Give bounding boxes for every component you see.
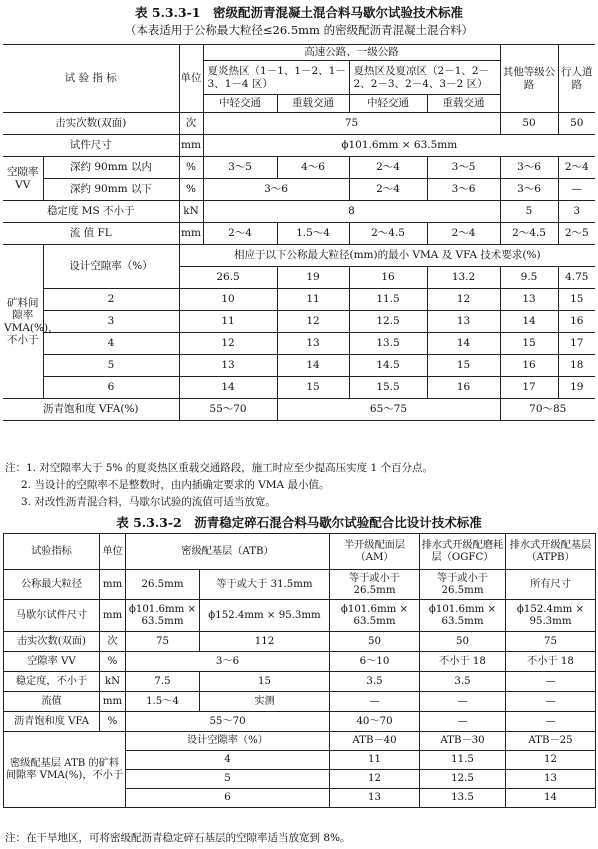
cell: 12 <box>277 311 349 333</box>
row-unit: mm <box>179 223 203 245</box>
cell: 2～4.5 <box>500 223 558 245</box>
cell: 75 <box>126 632 200 652</box>
cell: 19 <box>558 377 595 399</box>
cell: 16 <box>500 355 558 377</box>
cell: 26.5mm <box>126 570 200 600</box>
cell: 14 <box>179 377 277 399</box>
cell: 15 <box>558 289 595 311</box>
cell: 3～6 <box>126 652 330 672</box>
row-unit: % <box>179 179 203 201</box>
row-unit: % <box>100 652 126 672</box>
cell: 50 <box>330 632 420 652</box>
row-label: 马歇尔试件尺寸 <box>4 600 100 632</box>
cell: 等于或小于 26.5mm <box>420 570 506 600</box>
cell: 75 <box>506 632 596 652</box>
header-highway: 高速公路、一级公路 <box>203 45 500 61</box>
cell: 1.5～4 <box>126 692 200 712</box>
cell: 15.5 <box>349 377 427 399</box>
cell: 12 <box>330 770 420 789</box>
design-void: 6 <box>43 377 179 399</box>
cell: 50 <box>558 113 595 135</box>
header-ogfc: 排水式开级配磨耗层（OGFC） <box>420 534 506 570</box>
cell: 55～70 <box>179 399 277 421</box>
cell: 3.5 <box>420 672 506 692</box>
vma-label: 矿料间隙率 VMA(%)，不小于 <box>3 245 43 399</box>
cell: — <box>420 692 506 712</box>
cell: 12.5 <box>420 770 506 789</box>
cell: 50 <box>420 632 506 652</box>
header-test-item: 试 验 指 标 <box>3 45 179 113</box>
cell: 14 <box>500 311 558 333</box>
cell: 13 <box>330 789 420 808</box>
size-header: 19 <box>277 267 349 289</box>
header-medium-traffic: 中轻交通 <box>203 95 277 113</box>
cell: 18 <box>558 355 595 377</box>
header-unit: 单位 <box>179 45 203 113</box>
row-unit: mm <box>100 570 126 600</box>
cell: 14.5 <box>349 355 427 377</box>
cell: 15 <box>427 355 500 377</box>
header-medium-traffic: 中轻交通 <box>349 95 427 113</box>
cell: 13 <box>179 355 277 377</box>
cell: 2～4 <box>558 157 595 179</box>
cell: 3.5 <box>330 672 420 692</box>
row-unit: % <box>100 712 126 732</box>
cell: ϕ101.6mm × 63.5mm <box>126 600 200 632</box>
cell: — <box>506 712 596 732</box>
cell: 65～75 <box>277 399 500 421</box>
marshall-standard-table <box>3 44 595 421</box>
row-sublabel: 深约 90mm 以内 <box>43 157 179 179</box>
cell: 50 <box>500 113 558 135</box>
table1-title: 表 5.3.3-1 密级配沥青混凝土混合料马歇尔试验技术标准 <box>134 5 464 20</box>
cell: 6～10 <box>330 652 420 672</box>
row-unit: 次 <box>100 632 126 652</box>
cell: 15 <box>277 377 349 399</box>
cell: 16 <box>558 311 595 333</box>
header-am: 半开级配面层（AM） <box>330 534 420 570</box>
row-label: 公称最大粒径 <box>4 570 100 600</box>
row-label: 空隙率 VV <box>3 157 43 201</box>
header-test-item: 试验指标 <box>4 534 100 570</box>
cell: 2～4.5 <box>349 223 427 245</box>
cell: 11 <box>330 751 420 770</box>
row-label: 沥青饱和度 VFA <box>4 712 100 732</box>
cell: 12.5 <box>349 311 427 333</box>
table1-subtitle: （本表适用于公称最大粒径≤26.5mm 的密级配沥青混凝土混合料） <box>124 23 474 37</box>
design-void: 6 <box>126 789 330 808</box>
row-label: 击实次数(双面) <box>4 632 100 652</box>
cell: ϕ101.6mm × 63.5mm <box>420 600 506 632</box>
header-heavy-traffic: 重载交通 <box>427 95 500 113</box>
cell: — <box>420 712 506 732</box>
vma-label: 密级配基层 ATB 的矿料间隙率 VMA(%)，不小于 <box>4 732 126 808</box>
cell: — <box>330 692 420 712</box>
cell: 13 <box>500 289 558 311</box>
cell: 112 <box>200 632 330 652</box>
vma-requirement-header: 相应于以下公称最大粒径(mm)的最小 VMA 及 VFA 技术要求(%) <box>179 245 595 267</box>
cell: 2～4 <box>349 157 427 179</box>
size-header: 4.75 <box>558 267 595 289</box>
header-cool-zone: 夏热区及夏凉区（2－1、2－2、2－3、2－4、3－2 区） <box>349 61 500 95</box>
row-sublabel: 深约 90mm 以下 <box>43 179 179 201</box>
cell: 2～5 <box>558 223 595 245</box>
cell: 13 <box>427 311 500 333</box>
cell: 10 <box>179 289 277 311</box>
cell: 14 <box>277 355 349 377</box>
cell: 70～85 <box>500 399 595 421</box>
cell: ϕ101.6mm × 63.5mm <box>203 135 595 157</box>
table2-title: 表 5.3.3-2 沥青稳定碎石混合料马歇尔试验配合比设计技术标准 <box>116 515 482 530</box>
vma-design-header: 设计空隙率（%） <box>126 732 330 751</box>
cell: 11 <box>179 311 277 333</box>
cell: 13.5 <box>349 333 427 355</box>
design-void: 5 <box>43 355 179 377</box>
header-heavy-traffic: 重载交通 <box>277 95 349 113</box>
cell: 2～4 <box>203 223 277 245</box>
cell: 所有尺寸 <box>506 570 596 600</box>
cell: 8 <box>203 201 500 223</box>
design-void: 5 <box>126 770 330 789</box>
design-void: 4 <box>126 751 330 770</box>
cell: 3～6 <box>203 179 349 201</box>
cell: 13.5 <box>420 789 506 808</box>
header-hot-zone: 夏炎热区（1－1、1－2、1－3、1－4 区） <box>203 61 349 95</box>
cell: 14 <box>427 333 500 355</box>
cell: 3～5 <box>203 157 277 179</box>
cell: 15 <box>500 333 558 355</box>
design-void: 4 <box>43 333 179 355</box>
cell: 实测 <box>200 692 330 712</box>
cell: 3～6 <box>427 179 500 201</box>
cell: 3～5 <box>427 157 500 179</box>
design-void: 3 <box>43 311 179 333</box>
cell: 不小于 18 <box>420 652 506 672</box>
cell: 12 <box>179 333 277 355</box>
table2-note: 注：在干旱地区，可将密级配沥青稳定碎石基层的空隙率适当放宽到 8%。 <box>5 832 351 844</box>
grade-header: ATB－30 <box>420 732 506 751</box>
vma-design-header: 设计空隙率（%） <box>43 245 179 289</box>
header-other-roads: 其他等级公路 <box>500 45 558 113</box>
row-label: 流 值 FL <box>3 223 179 245</box>
grade-header: ATB－25 <box>506 732 596 751</box>
cell: 17 <box>558 333 595 355</box>
cell: 14 <box>506 789 596 808</box>
row-label: 空隙率 VV <box>4 652 100 672</box>
row-label: 试件尺寸 <box>3 135 179 157</box>
cell: 1.5～4 <box>277 223 349 245</box>
gravel-design-table <box>3 533 596 808</box>
grade-header: ATB－40 <box>330 732 420 751</box>
cell: ϕ152.4mm × 95.3mm <box>506 600 596 632</box>
cell: — <box>506 672 596 692</box>
design-void: 2 <box>43 289 179 311</box>
header-atb: 密级配基层（ATB） <box>126 534 330 570</box>
cell: 2～4 <box>349 179 427 201</box>
cell: 17 <box>500 377 558 399</box>
row-unit: kN <box>179 201 203 223</box>
cell: — <box>506 692 596 712</box>
row-label: 击实次数(双面) <box>3 113 179 135</box>
cell: 16 <box>427 377 500 399</box>
header-pedestrian: 行人道路 <box>558 45 595 113</box>
size-header: 9.5 <box>500 267 558 289</box>
cell: ϕ101.6mm × 63.5mm <box>330 600 420 632</box>
row-unit: mm <box>100 692 126 712</box>
cell: 13 <box>277 333 349 355</box>
cell: — <box>558 179 595 201</box>
table1-note: 注：1. 对空隙率大于 5% 的夏炎热区重载交通路段，施工时应至少提高压实度 1 个百分点。 <box>5 462 434 474</box>
size-header: 16 <box>349 267 427 289</box>
row-unit: mm <box>179 135 203 157</box>
cell: 3 <box>558 201 595 223</box>
cell: 11.5 <box>420 751 506 770</box>
cell: 5 <box>500 201 558 223</box>
cell: ϕ152.4mm × 95.3mm <box>200 600 330 632</box>
row-label: 沥青饱和度 VFA(%) <box>3 399 179 421</box>
size-header: 13.2 <box>427 267 500 289</box>
header-unit: 单位 <box>100 534 126 570</box>
size-header: 26.5 <box>179 267 277 289</box>
cell: 40～70 <box>330 712 420 732</box>
cell: 55～70 <box>126 712 330 732</box>
cell: 3～6 <box>500 157 558 179</box>
row-label: 稳定度 MS 不小于 <box>3 201 179 223</box>
row-unit: kN <box>100 672 126 692</box>
row-unit: 次 <box>179 113 203 135</box>
cell: 4～6 <box>277 157 349 179</box>
table1-note: 2. 当设计的空隙率不是整数时，由内插确定要求的 VMA 最小值。 <box>21 479 330 491</box>
cell: 15 <box>200 672 330 692</box>
cell: 12 <box>506 751 596 770</box>
cell: 11 <box>277 289 349 311</box>
cell: 12 <box>427 289 500 311</box>
cell: 等于或小于 26.5mm <box>330 570 420 600</box>
row-unit: mm <box>100 600 126 632</box>
cell: 11.5 <box>349 289 427 311</box>
cell: 75 <box>203 113 500 135</box>
cell: 2～4 <box>427 223 500 245</box>
cell: 不小于 18 <box>506 652 596 672</box>
cell: 等于或大于 31.5mm <box>200 570 330 600</box>
cell: 3～6 <box>500 179 558 201</box>
row-label: 流值 <box>4 692 100 712</box>
cell: 13 <box>506 770 596 789</box>
table1-note: 3. 对改性沥青混合料，马歇尔试验的流值可适当放宽。 <box>21 496 276 508</box>
row-unit: % <box>179 157 203 179</box>
header-atpb: 排水式开级配基层（ATPB） <box>506 534 596 570</box>
row-label: 稳定度，不小于 <box>4 672 100 692</box>
cell: 7.5 <box>126 672 200 692</box>
